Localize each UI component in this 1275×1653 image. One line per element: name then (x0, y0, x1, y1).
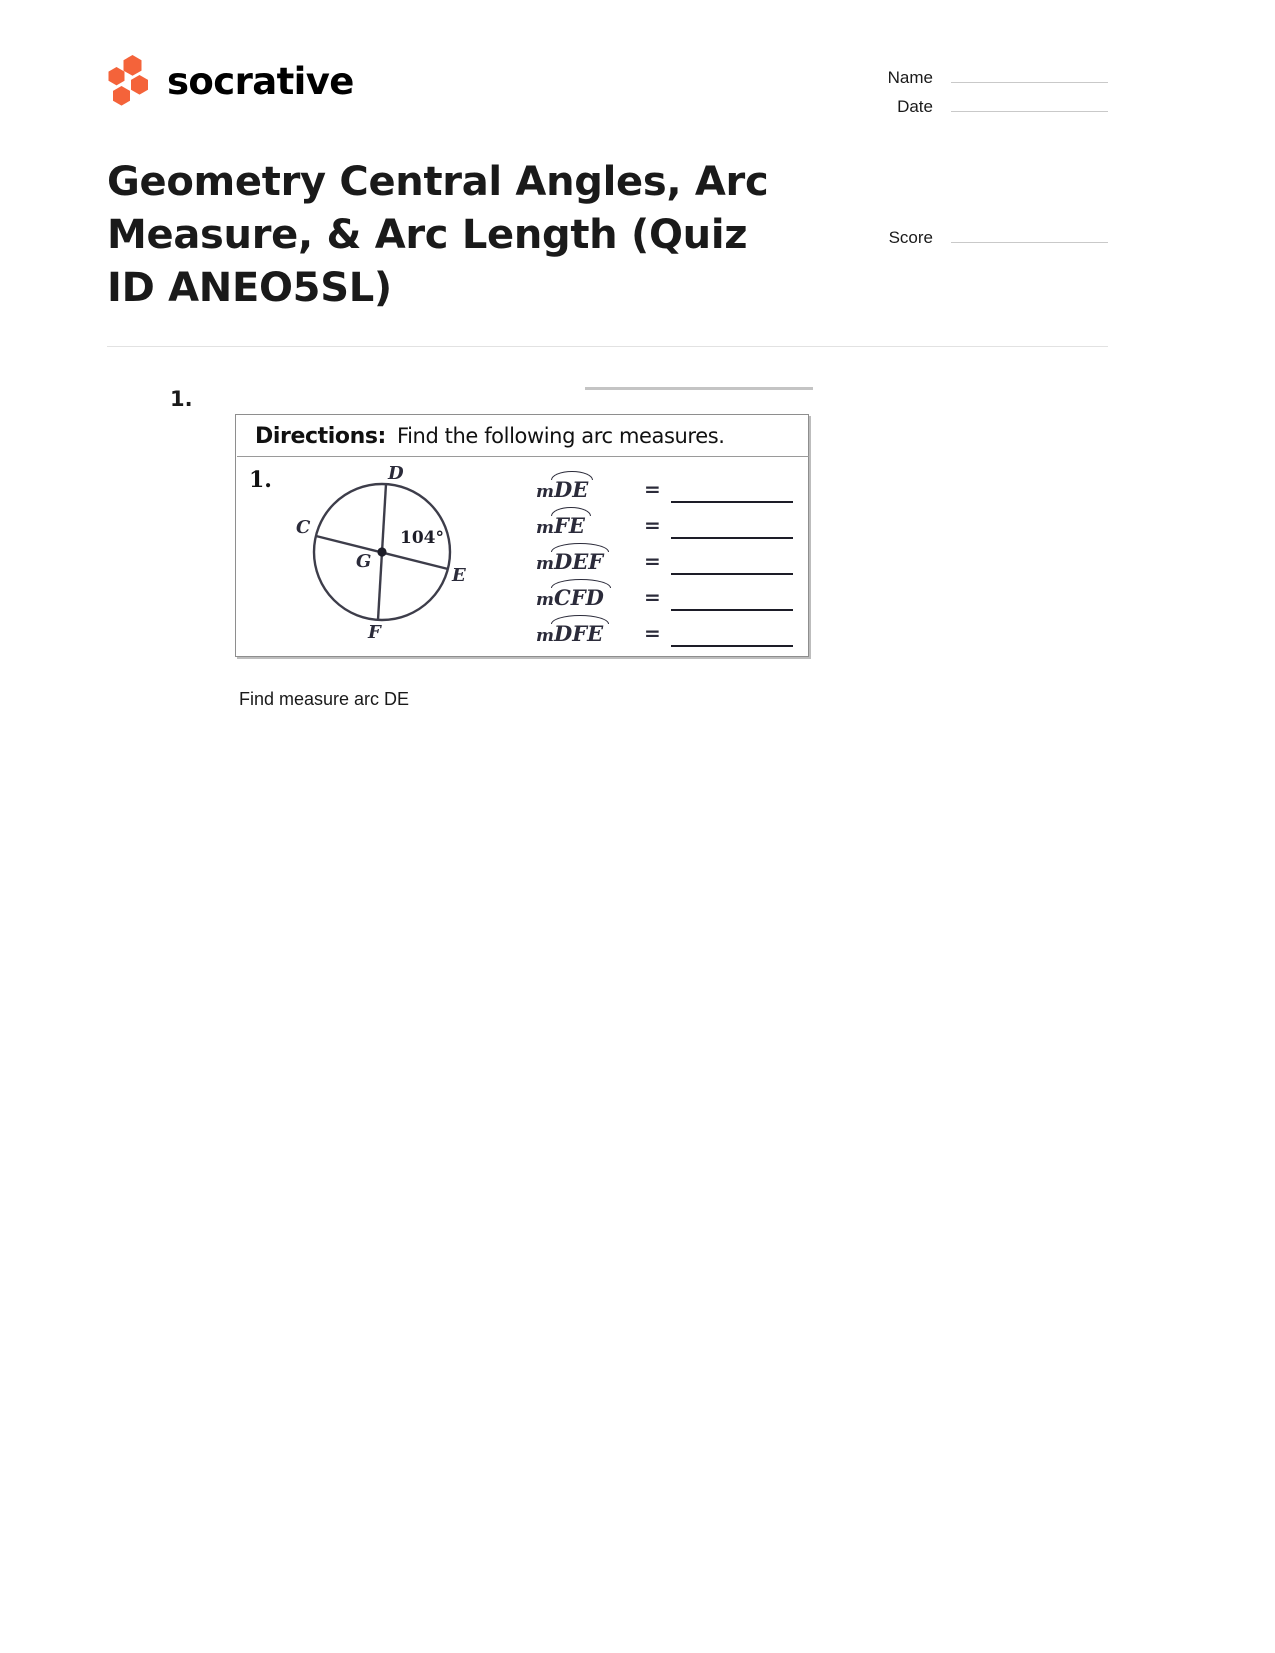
arc-endpoints: DEF (554, 549, 604, 574)
name-field-row (803, 68, 1108, 88)
equals-sign: = (644, 549, 661, 573)
arc-prefix: m (536, 554, 554, 574)
arc-answer-blank[interactable] (671, 485, 793, 503)
name-field-label: Name (887, 68, 933, 87)
arc-overbar-icon (551, 579, 611, 588)
arc-prefix: m (536, 590, 554, 610)
arc-endpoints: DFE (554, 621, 604, 646)
arc-overbar-icon (551, 543, 609, 552)
point-label-F: F (368, 622, 381, 642)
arc-expression-CFD (536, 587, 644, 611)
arc-prefix: m (536, 626, 554, 646)
point-label-C: C (296, 517, 311, 538)
score-field-blank[interactable] (951, 228, 1108, 243)
arc-prefix: m (536, 518, 554, 538)
directions-bar (237, 416, 809, 457)
arc-expression-DEF (536, 551, 644, 575)
arc-row (536, 503, 801, 539)
page-header (107, 0, 1108, 120)
title-block (107, 156, 1108, 324)
equals-sign: = (644, 477, 661, 501)
arc-expression-DFE (536, 623, 644, 647)
arc-measure-list (536, 467, 801, 647)
arc-answer-blank[interactable] (671, 521, 793, 539)
sheet-content (107, 0, 1108, 1653)
arc-expression-DE (536, 479, 644, 503)
center-point-G (377, 547, 386, 556)
page-title: Geometry Central Angles, Arc Measure, & Arc Length (Quiz ID ANEO5SL) (107, 159, 769, 312)
equals-sign: = (644, 513, 661, 537)
equals-sign: = (644, 585, 661, 609)
equals-sign: = (644, 621, 661, 645)
arc-answer-blank[interactable] (671, 557, 793, 575)
arc-row (536, 467, 801, 503)
arc-endpoints: CFD (554, 585, 604, 610)
image-top-rule (585, 387, 813, 390)
date-field-row (803, 97, 1108, 117)
student-meta-fields (803, 68, 1108, 126)
arc-endpoints: DE (554, 477, 589, 502)
arc-row (536, 575, 801, 611)
point-label-D: D (388, 463, 404, 484)
arc-endpoints: FE (554, 513, 585, 538)
score-field-row (803, 228, 1108, 248)
header-divider (107, 346, 1108, 347)
question-number: 1. (170, 387, 193, 411)
question-image (235, 379, 813, 671)
question-item (107, 379, 1108, 710)
date-field-label: Date (897, 97, 933, 116)
center-label-G: G (356, 551, 372, 572)
score-field-label: Score (888, 228, 933, 247)
arc-answer-blank[interactable] (671, 629, 793, 647)
worksheet-frame (235, 414, 809, 657)
socrative-brand (107, 55, 354, 107)
arc-overbar-icon (551, 471, 593, 480)
arc-answer-blank[interactable] (671, 593, 793, 611)
brand-wordmark: socrative (167, 59, 354, 103)
point-label-E: E (452, 565, 466, 586)
date-field-blank[interactable] (951, 97, 1108, 112)
angle-measure-label: 104° (400, 528, 444, 548)
worksheet-item-number: 1. (249, 467, 272, 493)
question-body (235, 379, 1108, 710)
directions-label: Directions: (255, 423, 386, 449)
name-field-blank[interactable] (951, 68, 1108, 83)
arc-prefix: m (536, 482, 554, 502)
circle-diagram (282, 457, 492, 642)
arc-expression-FE (536, 515, 644, 539)
question-caption: Find measure arc DE (239, 689, 410, 709)
arc-overbar-icon (551, 507, 591, 516)
socrative-hexagon-cluster-logo-icon (107, 55, 153, 107)
directions-text: Find the following arc measures. (396, 424, 725, 448)
arc-overbar-icon (551, 615, 609, 624)
arc-row (536, 611, 801, 647)
arc-row (536, 539, 801, 575)
